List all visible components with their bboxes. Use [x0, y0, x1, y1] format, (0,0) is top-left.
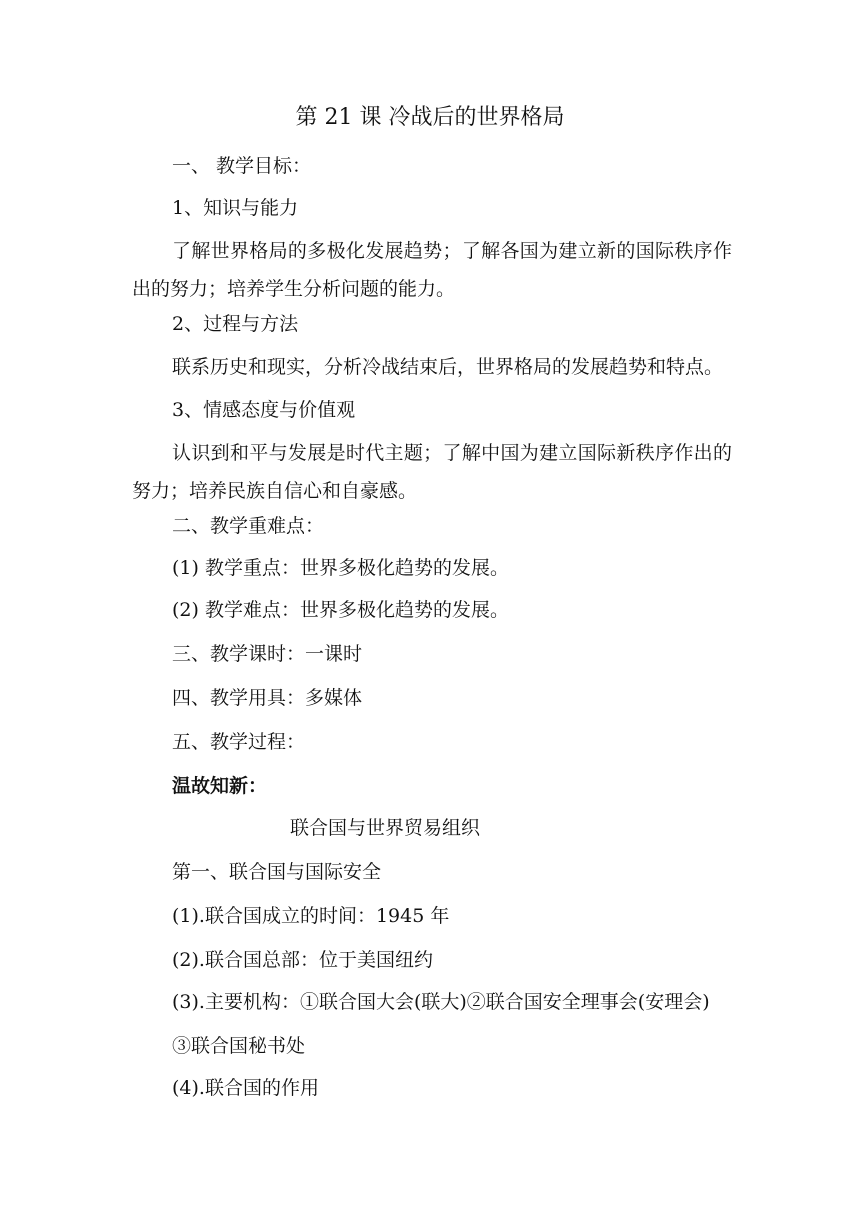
knowledge-heading: 1、知识与能力	[172, 197, 299, 219]
item-3: (3).主要机构：①联合国大会(联大)②联合国安全理事会(安理会)	[172, 991, 710, 1013]
hours-line: 三、教学课时：一课时	[172, 643, 363, 665]
item-4: (4).联合国的作用	[172, 1077, 319, 1099]
review-subtitle: 联合国与世界贸易组织	[289, 817, 480, 839]
emotion-text: 认识到和平与发展是时代主题；了解中国为建立国际新秩序作出的努力；培养民族自信心和自豪感。	[132, 442, 732, 502]
un-heading: 第一、联合国与国际安全	[172, 861, 382, 883]
item-2: (2).联合国总部：位于美国纽约	[172, 949, 433, 971]
process-text: 联系历史和现实，分析冷战结束后，世界格局的发展趋势和特点。	[172, 356, 724, 378]
process-heading: 2、过程与方法	[172, 313, 299, 335]
goals-heading: 一、 教学目标：	[172, 155, 312, 177]
item-3-continued: ③联合国秘书处	[172, 1035, 306, 1057]
knowledge-text: 了解世界格局的多极化发展趋势；了解各国为建立新的国际秩序作出的努力；培养学生分析问题的能力。	[132, 240, 732, 300]
item-1: (1).联合国成立的时间：1945 年	[172, 905, 450, 927]
lesson-title: 第 21 课 冷战后的世界格局	[295, 105, 565, 130]
key-heading: 二、教学重难点：	[172, 515, 325, 537]
key-point: (1) 教学重点：世界多极化趋势的发展。	[172, 557, 509, 579]
review-heading: 温故知新：	[172, 775, 268, 797]
emotion-heading: 3、情感态度与价值观	[172, 399, 356, 421]
tools-line: 四、教学用具：多媒体	[172, 687, 363, 709]
difficult-point: (2) 教学难点：世界多极化趋势的发展。	[172, 599, 509, 621]
process-line: 五、教学过程：	[172, 731, 306, 753]
